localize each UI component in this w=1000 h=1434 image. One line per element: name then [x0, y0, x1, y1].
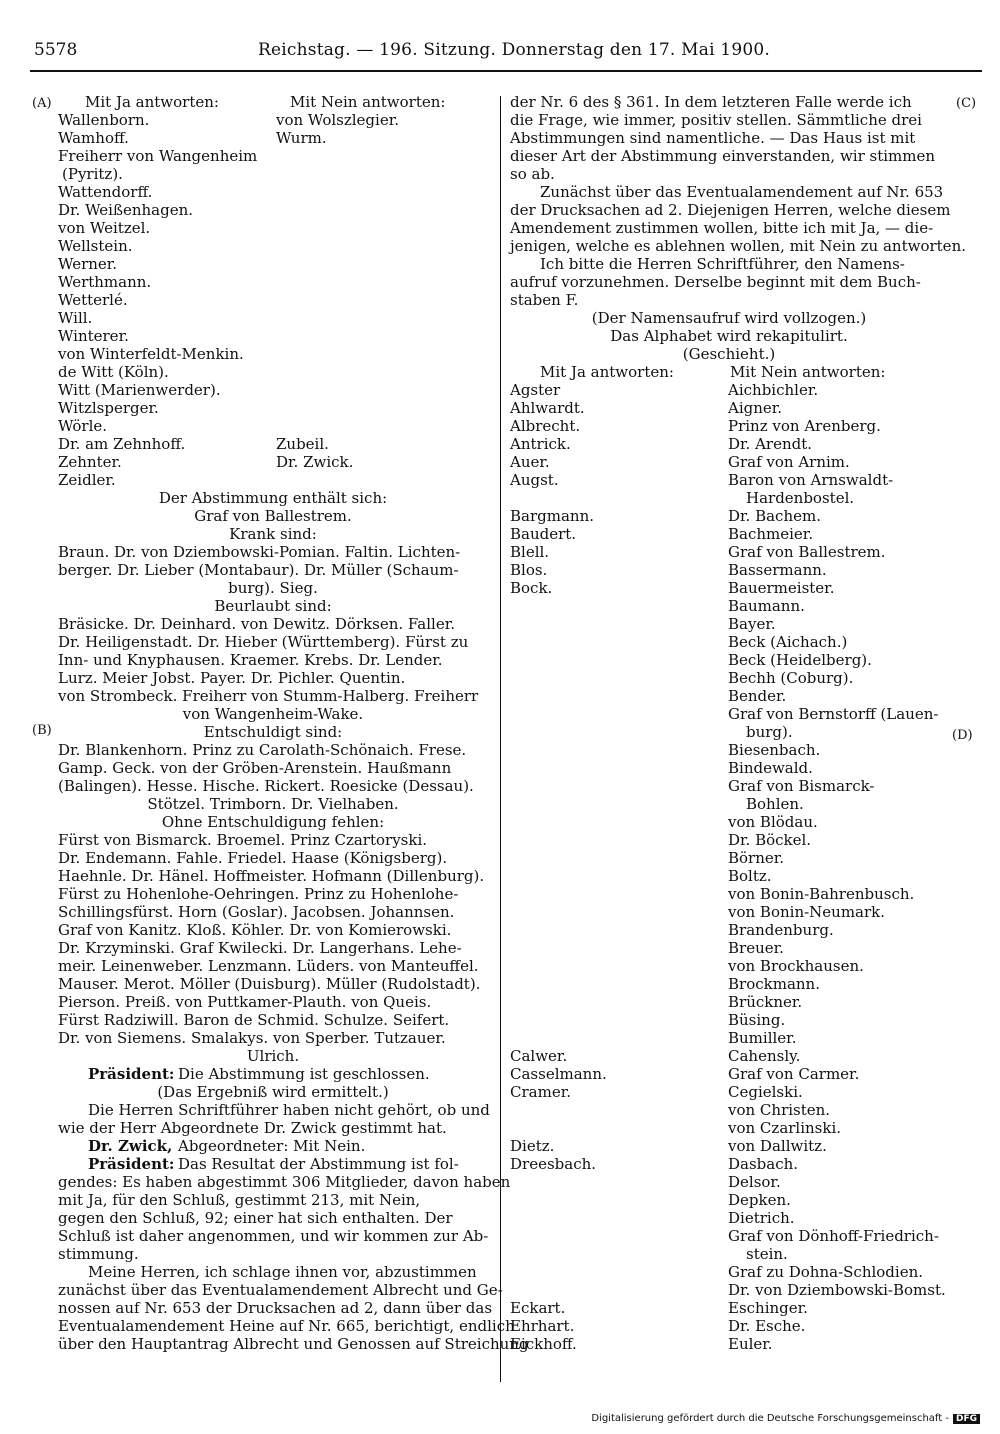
- no-name: von Blödau.: [728, 813, 818, 831]
- yes-name: Dr. Weißenhagen.: [58, 201, 194, 219]
- leave-names: von Strombeck. Freiherr von Stumm-Halberg. Freiherr: [58, 687, 479, 705]
- absent-names: Schillingsfürst. Horn (Goslar). Jacobsen. Johannsen.: [58, 903, 455, 921]
- leave-names: Lurz. Meier Jobst. Payer. Dr. Pichler. Quentin.: [58, 669, 406, 687]
- margin-mark-a: (A): [32, 96, 52, 111]
- absent-names: Graf von Kanitz. Kloß. Köhler. Dr. von Komierowski.: [58, 921, 452, 939]
- yes-name: Witzlsperger.: [58, 399, 159, 417]
- para-text: mit Ja, für den Schluß, gestimmt 213, mit Nein,: [58, 1191, 421, 1209]
- yes-name: Dreesbach.: [510, 1155, 597, 1173]
- no-name: von Czarlinski.: [728, 1119, 842, 1137]
- header-rule: [30, 70, 982, 72]
- no-name: von Christen.: [728, 1101, 831, 1119]
- no-name: Hardenbostel.: [746, 489, 855, 507]
- yes-name: Blell.: [510, 543, 550, 561]
- no-name: Breuer.: [728, 939, 784, 957]
- no-name: Dr. Zwick.: [276, 453, 354, 471]
- leave-names: Bräsicke. Dr. Deinhard. von Dewitz. Dörksen. Faller.: [58, 615, 456, 633]
- no-name: Biesenbach.: [728, 741, 821, 759]
- president-text: Das Resultat der Abstimmung ist fol-: [178, 1155, 459, 1173]
- dfg-logo: DFG: [953, 1414, 980, 1424]
- alphabet-note: Das Alphabet wird rekapitulirt.: [610, 327, 848, 345]
- yes-name: Witt (Marienwerder).: [58, 381, 221, 399]
- sick-names: burg). Sieg.: [228, 579, 318, 597]
- no-name: Bohlen.: [746, 795, 804, 813]
- no-name: Aigner.: [728, 399, 783, 417]
- no-name: Bauermeister.: [728, 579, 835, 597]
- no-name: Dietrich.: [728, 1209, 795, 1227]
- president-label: Präsident:: [88, 1155, 175, 1173]
- footer-text: Digitalisierung gefördert durch die Deutsche Forschungsgemeinschaft -: [591, 1413, 949, 1424]
- no-name: Beck (Aichach.): [728, 633, 848, 651]
- yes-name: Wetterlé.: [58, 291, 128, 309]
- absent-names: Fürst von Bismarck. Broemel. Prinz Czartoryski.: [58, 831, 428, 849]
- zwick-text: Abgeordneter: Mit Nein.: [178, 1137, 366, 1155]
- no-name: Boltz.: [728, 867, 772, 885]
- excused-names: Dr. Blankenhorn. Prinz zu Carolath-Schönaich. Frese.: [58, 741, 467, 759]
- sick-names: Braun. Dr. von Dziembowski-Pomian. Faltin. Lichten-: [58, 543, 461, 561]
- yes-name: Casselmann.: [510, 1065, 607, 1083]
- yes-name: Wörle.: [58, 417, 108, 435]
- para-text: Zunächst über das Eventualamendement auf Nr. 653: [540, 183, 944, 201]
- yes-name: Wattendorff.: [58, 183, 153, 201]
- no-name: Brückner.: [728, 993, 803, 1011]
- no-name: Bumiller.: [728, 1029, 797, 1047]
- yes-name: Blos.: [510, 561, 548, 579]
- absent-heading: Ohne Entschuldigung fehlen:: [161, 813, 385, 831]
- no-name: Depken.: [728, 1191, 791, 1209]
- no-name: Bassermann.: [728, 561, 827, 579]
- yes-name: Eckart.: [510, 1299, 566, 1317]
- no-name: Dasbach.: [728, 1155, 799, 1173]
- para-text: dieser Art der Abstimmung einverstanden, wir stimmen: [510, 147, 936, 165]
- no-name: stein.: [746, 1245, 788, 1263]
- paren-note: (Geschieht.): [682, 345, 776, 363]
- no-name: Börner.: [728, 849, 785, 867]
- excused-names: (Balingen). Hesse. Hische. Rickert. Roesicke (Dessau).: [58, 777, 474, 795]
- no-name: Baron von Arnswaldt-: [728, 471, 894, 489]
- no-name: Cegielski.: [728, 1083, 803, 1101]
- no-name: burg).: [746, 723, 793, 741]
- yes-name: Cramer.: [510, 1083, 571, 1101]
- para-text: Eventualamendement Heine auf Nr. 665, berichtigt, endlich: [58, 1317, 515, 1335]
- leave-heading: Beurlaubt sind:: [214, 597, 332, 615]
- absent-names: Ulrich.: [246, 1047, 300, 1065]
- yes-name: Eickhoff.: [510, 1335, 577, 1353]
- yes-name: de Witt (Köln).: [58, 363, 169, 381]
- no-name: Dr. von Dziembowski-Bomst.: [728, 1281, 946, 1299]
- sick-heading: Krank sind:: [229, 525, 317, 543]
- result-paren: (Das Ergebniß wird ermittelt.): [157, 1083, 389, 1101]
- no-name: Beck (Heidelberg).: [728, 651, 872, 669]
- vote-header-yes: Mit Ja antworten:: [85, 93, 219, 111]
- yes-name: Albrecht.: [510, 417, 581, 435]
- yes-name: Dietz.: [510, 1137, 555, 1155]
- no-name: von Bonin-Bahrenbusch.: [728, 885, 915, 903]
- excused-names: Stötzel. Trimborn. Dr. Vielhaben.: [147, 795, 399, 813]
- para-text: stimmung.: [58, 1245, 139, 1263]
- no-name: von Bonin-Neumark.: [728, 903, 886, 921]
- no-name: Brandenburg.: [728, 921, 834, 939]
- no-name: Brockmann.: [728, 975, 820, 993]
- president-text: Die Abstimmung ist geschlossen.: [178, 1065, 430, 1083]
- para-text: Abstimmungen sind namentliche. — Das Haus ist mit: [510, 129, 916, 147]
- no-name: Bachmeier.: [728, 525, 814, 543]
- absent-names: Fürst zu Hohenlohe-Oehringen. Prinz zu Hohenlohe-: [58, 885, 459, 903]
- zwick-label: Dr. Zwick,: [88, 1137, 173, 1155]
- footer: [591, 1413, 980, 1424]
- paren-note: (Der Namensaufruf wird vollzogen.): [591, 309, 867, 327]
- absent-names: Dr. von Siemens. Smalakys. von Sperber. Tutzauer.: [58, 1029, 446, 1047]
- yes-name: Bargmann.: [510, 507, 594, 525]
- yes-name: Wallenborn.: [58, 111, 150, 129]
- yes-name: Zeidler.: [58, 471, 116, 489]
- vote-header-yes: Mit Ja antworten:: [540, 363, 674, 381]
- yes-name: Wellstein.: [58, 237, 133, 255]
- sick-names: berger. Dr. Lieber (Montabaur). Dr. Müller (Schaum-: [58, 561, 459, 579]
- yes-name: von Weitzel.: [58, 219, 151, 237]
- para-text: Meine Herren, ich schlage ihnen vor, abzustimmen: [88, 1263, 477, 1281]
- abstain-names: Graf von Ballestrem.: [194, 507, 352, 525]
- yes-name: Calwer.: [510, 1047, 568, 1065]
- para-text: über den Hauptantrag Albrecht und Genossen auf Streichung: [58, 1335, 529, 1353]
- president-label: Präsident:: [88, 1065, 175, 1083]
- no-name: Bindewald.: [728, 759, 813, 777]
- no-name: Dr. Arendt.: [728, 435, 813, 453]
- yes-name: (Pyritz).: [62, 165, 123, 183]
- yes-name: Augst.: [510, 471, 559, 489]
- no-name: Büsing.: [728, 1011, 786, 1029]
- no-name: Graf von Dönhoff-Friedrich-: [728, 1227, 939, 1245]
- para-text: so ab.: [510, 165, 555, 183]
- no-name: von Wolszlegier.: [276, 111, 400, 129]
- abstain-heading: Der Abstimmung enthält sich:: [158, 489, 388, 507]
- no-name: Graf von Bernstorff (Lauen-: [728, 705, 939, 723]
- yes-name: Baudert.: [510, 525, 577, 543]
- page-number: 5578: [34, 40, 78, 60]
- margin-mark-b: (B): [32, 723, 52, 738]
- no-name: Dr. Bachem.: [728, 507, 821, 525]
- no-name: Graf von Arnim.: [728, 453, 850, 471]
- excused-heading: Entschuldigt sind:: [203, 723, 343, 741]
- absent-names: meir. Leinenweber. Lenzmann. Lüders. von Manteuffel.: [58, 957, 479, 975]
- no-name: Graf von Ballestrem.: [728, 543, 886, 561]
- yes-name: Freiherr von Wangenheim: [58, 147, 258, 165]
- yes-name: Ehrhart.: [510, 1317, 575, 1335]
- para-text: Die Herren Schriftführer haben nicht gehört, ob und: [88, 1101, 490, 1119]
- yes-name: Werner.: [58, 255, 118, 273]
- yes-name: von Winterfeldt-Menkin.: [58, 345, 244, 363]
- para-text: aufruf vorzunehmen. Derselbe beginnt mit dem Buch-: [510, 273, 921, 291]
- yes-name: Bock.: [510, 579, 553, 597]
- yes-name: Agster: [510, 381, 561, 399]
- para-text: staben F.: [510, 291, 579, 309]
- yes-name: Will.: [58, 309, 93, 327]
- no-name: Aichbichler.: [728, 381, 819, 399]
- no-name: von Brockhausen.: [728, 957, 864, 975]
- no-name: Eschinger.: [728, 1299, 808, 1317]
- yes-name: Auer.: [510, 453, 550, 471]
- no-name: Graf von Bismarck-: [728, 777, 875, 795]
- leave-names: Inn- und Knyphausen. Kraemer. Krebs. Dr. Lender.: [58, 651, 443, 669]
- absent-names: Haehnle. Dr. Hänel. Hoffmeister. Hofmann (Dillenburg).: [58, 867, 485, 885]
- absent-names: Mauser. Merot. Möller (Duisburg). Müller (Rudolstadt).: [58, 975, 481, 993]
- no-name: Dr. Esche.: [728, 1317, 806, 1335]
- para-text: nossen auf Nr. 653 der Drucksachen ad 2, dann über das: [58, 1299, 493, 1317]
- yes-name: Winterer.: [58, 327, 129, 345]
- leave-names: Dr. Heiligenstadt. Dr. Hieber (Württemberg). Fürst zu: [58, 633, 469, 651]
- yes-name: Wamhoff.: [58, 129, 129, 147]
- yes-name: Werthmann.: [58, 273, 152, 291]
- yes-name: Zehnter.: [58, 453, 122, 471]
- para-text: Schluß ist daher angenommen, und wir kommen zur Ab-: [58, 1227, 489, 1245]
- para-text: die Frage, wie immer, positiv stellen. Sämmtliche drei: [510, 111, 922, 129]
- excused-names: Gamp. Geck. von der Gröben-Arenstein. Haußmann: [58, 759, 452, 777]
- vote-header-no: Mit Nein antworten:: [730, 363, 886, 381]
- no-name: Cahensly.: [728, 1047, 801, 1065]
- margin-mark-c: (C): [956, 96, 977, 111]
- leave-names: von Wangenheim-Wake.: [182, 705, 364, 723]
- no-name: Bender.: [728, 687, 787, 705]
- para-text: gendes: Es haben abgestimmt 306 Mitglieder, davon haben: [58, 1173, 511, 1191]
- yes-name: Ahlwardt.: [510, 399, 585, 417]
- no-name: Bayer.: [728, 615, 776, 633]
- absent-names: Fürst Radziwill. Baron de Schmid. Schulze. Seifert.: [58, 1011, 450, 1029]
- no-name: Graf zu Dohna-Schlodien.: [728, 1263, 924, 1281]
- yes-name: Antrick.: [510, 435, 571, 453]
- para-text: Amendement zustimmen wollen, bitte ich mit Ja, — die-: [510, 219, 934, 237]
- absent-names: Dr. Krzyminski. Graf Kwilecki. Dr. Langerhans. Lehe-: [58, 939, 462, 957]
- no-name: von Dallwitz.: [728, 1137, 827, 1155]
- no-name: Wurm.: [276, 129, 327, 147]
- yes-name: Dr. am Zehnhoff.: [58, 435, 186, 453]
- no-name: Baumann.: [728, 597, 805, 615]
- para-text: gegen den Schluß, 92; einer hat sich enthalten. Der: [58, 1209, 453, 1227]
- no-name: Zubeil.: [276, 435, 329, 453]
- no-name: Dr. Böckel.: [728, 831, 812, 849]
- no-name: Delsor.: [728, 1173, 781, 1191]
- running-head: Reichstag. — 196. Sitzung. Donnerstag den 17. Mai 1900.: [258, 40, 770, 60]
- para-text: der Nr. 6 des § 361. In dem letzteren Falle werde ich: [510, 93, 912, 111]
- vote-header-no: Mit Nein antworten:: [290, 93, 446, 111]
- para-text: jenigen, welche es ablehnen wollen, mit Nein zu antworten.: [510, 237, 966, 255]
- para-text: zunächst über das Eventualamendement Albrecht und Ge-: [58, 1281, 503, 1299]
- margin-mark-d: (D): [952, 728, 973, 743]
- absent-names: Dr. Endemann. Fahle. Friedel. Haase (Königsberg).: [58, 849, 448, 867]
- para-text: Ich bitte die Herren Schriftführer, den Namens-: [540, 255, 905, 273]
- para-text: wie der Herr Abgeordnete Dr. Zwick gestimmt hat.: [58, 1119, 447, 1137]
- no-name: Bechh (Coburg).: [728, 669, 854, 687]
- no-name: Euler.: [728, 1335, 773, 1353]
- para-text: der Drucksachen ad 2. Diejenigen Herren, welche diesem: [510, 201, 951, 219]
- no-name: Prinz von Arenberg.: [728, 417, 881, 435]
- no-name: Graf von Carmer.: [728, 1065, 860, 1083]
- absent-names: Pierson. Preiß. von Puttkamer-Plauth. von Queis.: [58, 993, 432, 1011]
